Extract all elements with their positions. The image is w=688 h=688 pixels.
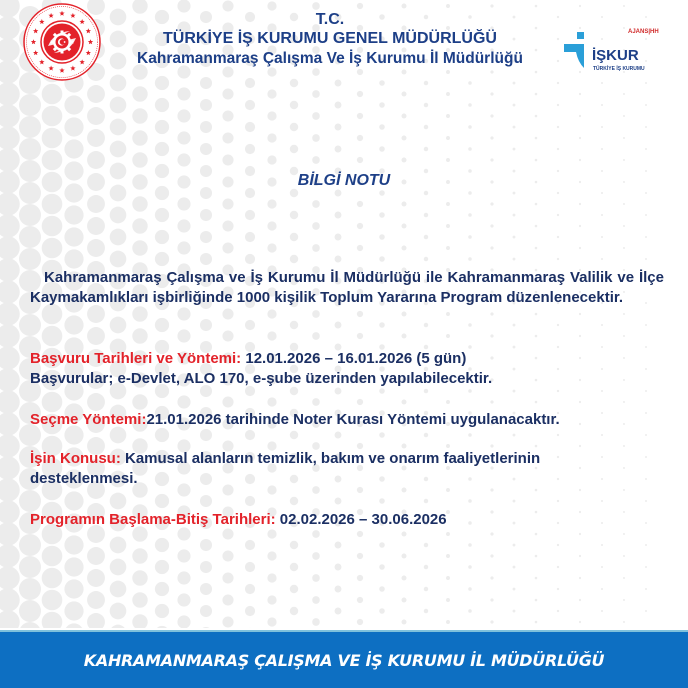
- program-dates-value: 02.02.2026 – 30.06.2026: [276, 511, 447, 528]
- iskur-logo: [560, 22, 675, 80]
- iskur-mark-icon: [577, 32, 584, 39]
- footer-banner: [0, 630, 688, 688]
- job-subject-label: İşin Konusu:: [30, 450, 121, 467]
- iskur-brand-text: İŞKUR: [592, 47, 639, 64]
- ministry-emblem-icon: [22, 2, 102, 82]
- footer-text: KAHRAMANMARAŞ ÇALIŞMA VE İŞ KURUMU İL MÜDÜRLÜĞÜ: [84, 651, 604, 670]
- intro-paragraph: Kahramanmaraş Çalışma ve İş Kurumu İl Müdürlüğü ile Kahramanmaraş Valilik ve İlçe Kaymakamlıkları işbirliğinde 1000 kişilik Toplum Yararına Program düzenlenecektir.: [30, 268, 664, 308]
- header-tc: T.C.: [110, 10, 550, 29]
- application-dates: 12.01.2026 – 16.01.2026 (5 gün): [241, 350, 466, 367]
- program-dates-section: [30, 510, 664, 530]
- job-subject-section: [30, 449, 650, 489]
- watermark-text: AJANS|HH: [628, 29, 659, 35]
- program-dates-label: Programın Başlama-Bitiş Tarihleri:: [30, 511, 276, 528]
- job-subject-value: Kamusal alanların temizlik, bakım ve onarım faaliyetlerinin desteklenmesi.: [30, 450, 540, 487]
- header-general-directorate: TÜRKİYE İŞ KURUMU GENEL MÜDÜRLÜĞÜ: [110, 29, 550, 49]
- selection-value: 21.01.2026 tarihinde Noter Kurası Yöntemi uygulanacaktır.: [146, 411, 559, 428]
- ministry-emblem-logo: [22, 2, 102, 82]
- header-provincial-directorate: Kahramanmaraş Çalışma Ve İş Kurumu İl Müdürlüğü: [110, 49, 550, 69]
- iskur-tagline-text: TÜRKİYE İŞ KURUMU: [593, 65, 645, 72]
- application-label: Başvuru Tarihleri ve Yöntemi:: [30, 350, 241, 367]
- selection-label: Seçme Yöntemi:: [30, 411, 146, 428]
- selection-section: [30, 410, 664, 430]
- document-title: BİLGİ NOTU: [0, 172, 688, 190]
- application-section: [30, 349, 664, 389]
- application-channels: Başvurular; e-Devlet, ALO 170, e-şube üzerinden yapılabilecektir.: [30, 369, 664, 389]
- header-institution: [110, 10, 550, 69]
